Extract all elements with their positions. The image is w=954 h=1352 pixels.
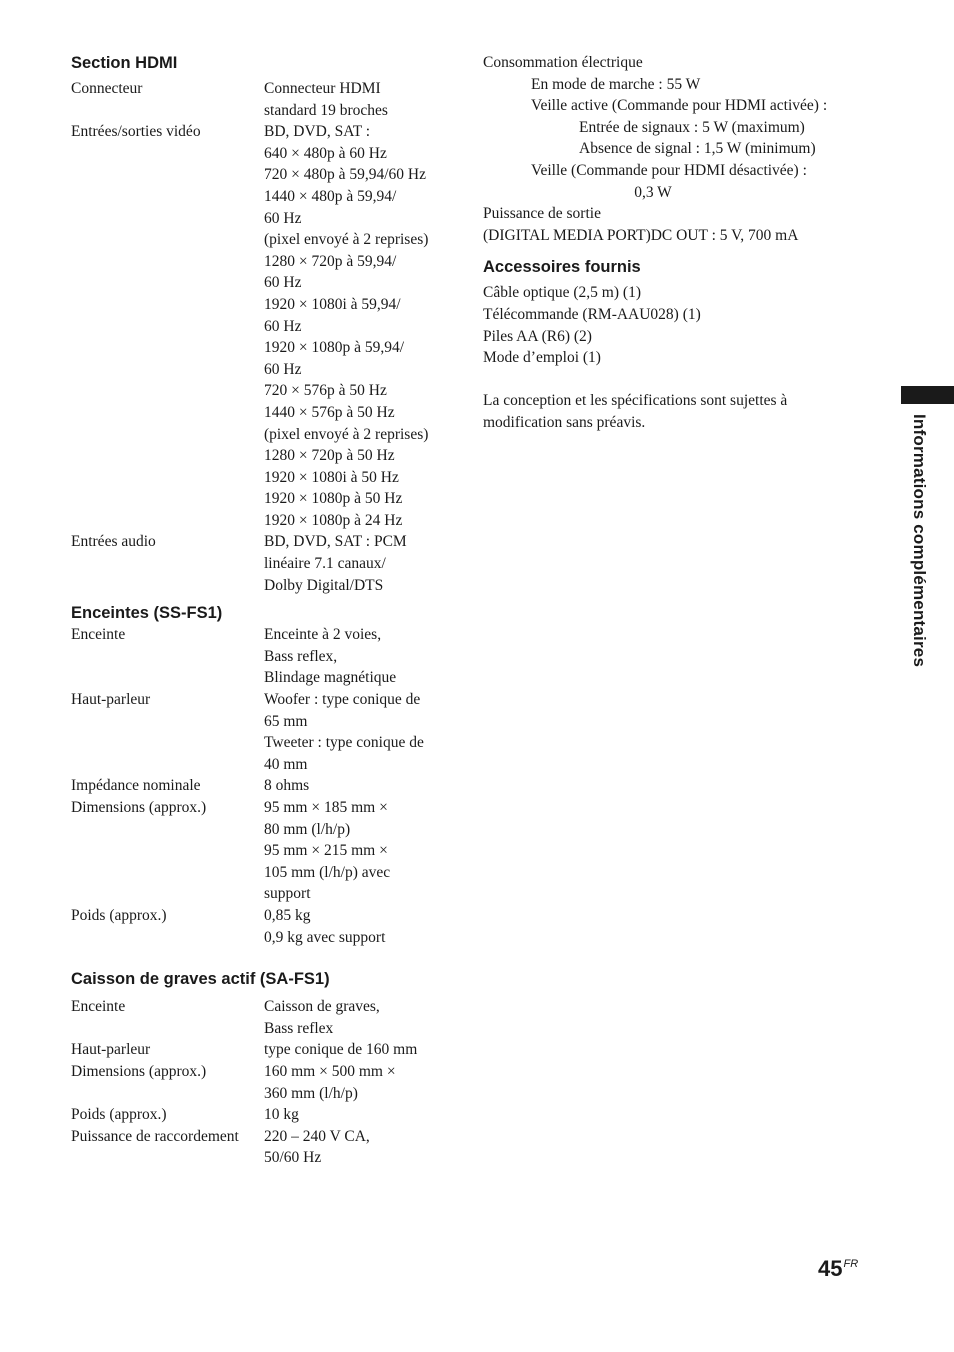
spec-value	[264, 1061, 461, 1104]
spec-value	[264, 797, 461, 905]
power-heading: Consommation électrique	[483, 54, 643, 71]
note-line: modification sans préavis.	[483, 413, 646, 431]
spec-value-line: 40 mm	[264, 755, 308, 773]
spec-value-line: 10 kg	[264, 1106, 299, 1124]
spec-table	[71, 78, 461, 596]
page-language-suffix: FR	[843, 1258, 859, 1270]
spec-value	[264, 531, 461, 596]
note	[483, 390, 883, 433]
spec-value-line: BD, DVD, SAT :	[264, 123, 371, 141]
power-standby: Veille (Commande pour HDMI désactivée) :	[531, 161, 807, 179]
spec-value-line: BD, DVD, SAT : PCM	[264, 533, 407, 551]
spec-value-line: type conique de 160 mm	[264, 1041, 418, 1059]
spec-value	[264, 624, 461, 689]
spec-value-line: 50/60 Hz	[264, 1149, 322, 1167]
spec-value-line: 60 Hz	[264, 360, 302, 378]
spec-value-line: 0,85 kg	[264, 906, 311, 924]
spec-table	[71, 624, 461, 948]
spec-value-line: 1920 × 1080p à 24 Hz	[264, 511, 403, 529]
spec-value-line: 95 mm × 215 mm ×	[264, 842, 388, 860]
spec-row	[71, 121, 461, 531]
side-tab-label: Informations complémentaires	[910, 414, 929, 668]
spec-value-line: Woofer : type conique de	[264, 691, 421, 709]
spec-row	[71, 996, 461, 1039]
spec-row	[71, 531, 461, 596]
spec-value-line: 1280 × 720p à 59,94/	[264, 252, 397, 270]
right-column	[483, 52, 883, 434]
list-item: Câble optique (2,5 m) (1)	[483, 284, 641, 302]
power-standby-active: Veille active (Commande pour HDMI activée) :	[531, 97, 828, 115]
left-column	[71, 52, 461, 1169]
spec-value-line: 1280 × 720p à 50 Hz	[264, 447, 395, 465]
spec-value-line: 60 Hz	[264, 274, 302, 292]
spec-value-line: Bass reflex	[264, 1019, 334, 1037]
spec-value	[264, 775, 461, 797]
list-item: Piles AA (R6) (2)	[483, 327, 592, 345]
spec-value-line: 720 × 480p à 59,94/60 Hz	[264, 166, 427, 184]
page-number	[818, 1256, 858, 1282]
section-title: Section HDMI	[71, 54, 178, 72]
spec-row	[71, 1104, 461, 1126]
spec-label: Connecteur	[71, 80, 143, 97]
side-tab-marker	[901, 386, 954, 404]
spec-row	[71, 78, 461, 121]
section-subwoofer	[71, 968, 461, 1169]
power-consumption	[483, 52, 883, 246]
section-title: Enceintes (SS-FS1)	[71, 604, 223, 623]
list-item: Mode d’emploi (1)	[483, 349, 601, 367]
section-speakers	[71, 602, 461, 948]
spec-value-line: 105 mm (l/h/p) avec	[264, 863, 391, 881]
spec-value-line: 1920 × 1080p à 50 Hz	[264, 490, 403, 508]
power-no-signal: Absence de signal : 1,5 W (minimum)	[579, 140, 816, 158]
spec-value	[264, 78, 461, 121]
spec-value-line: 0,9 kg avec support	[264, 928, 386, 946]
section-accessories	[483, 256, 883, 368]
spec-value-line: 80 mm (l/h/p)	[264, 820, 351, 838]
spec-table	[71, 996, 461, 1169]
spec-value	[264, 905, 461, 948]
section-hdmi	[71, 52, 461, 596]
spec-row	[71, 775, 461, 797]
spec-value	[264, 996, 461, 1039]
spec-row	[71, 797, 461, 905]
spec-label: Dimensions (approx.)	[71, 1062, 207, 1080]
page-number-value: 45	[818, 1256, 843, 1281]
spec-value-line: 1920 × 1080i à 50 Hz	[264, 468, 399, 486]
spec-value-line: 220 – 240 V CA,	[264, 1127, 370, 1145]
spec-value-line: 1440 × 576p à 50 Hz	[264, 403, 395, 421]
spec-value	[264, 1039, 461, 1061]
spec-value-line: Caisson de graves,	[264, 998, 380, 1016]
spec-row	[71, 1039, 461, 1061]
power-signal-in: Entrée de signaux : 5 W (maximum)	[579, 118, 805, 136]
spec-label: Enceinte	[71, 626, 126, 644]
spec-value-line: (pixel envoyé à 2 reprises)	[264, 231, 429, 249]
spec-row	[71, 1126, 461, 1169]
spec-value-line: 160 mm × 500 mm ×	[264, 1062, 396, 1080]
spec-value-line: Dolby Digital/DTS	[264, 576, 384, 594]
spec-value-line: 8 ohms	[264, 777, 310, 795]
spec-value-line: linéaire 7.1 canaux/	[264, 555, 386, 573]
spec-value-line: 60 Hz	[264, 209, 302, 227]
spec-label: Enceinte	[71, 998, 126, 1016]
spec-label: Entrées audio	[71, 533, 156, 551]
power-standby-value: 0,3 W	[634, 183, 672, 201]
spec-value-line: 720 × 576p à 50 Hz	[264, 382, 387, 400]
spec-value-line: (pixel envoyé à 2 reprises)	[264, 425, 429, 443]
spec-label: Dimensions (approx.)	[71, 799, 207, 816]
spec-value-line: Tweeter : type conique de	[264, 734, 424, 752]
list-item: Télécommande (RM-AAU028) (1)	[483, 305, 701, 323]
spec-value	[264, 121, 461, 531]
spec-value-line: 640 × 480p à 60 Hz	[264, 144, 387, 162]
spacer	[483, 369, 883, 391]
spec-row	[71, 689, 461, 775]
section-title: Accessoires fournis	[483, 258, 641, 277]
output-heading: Puissance de sortie	[483, 205, 601, 223]
spec-value-line: 60 Hz	[264, 317, 302, 335]
spec-value-line: 65 mm	[264, 712, 308, 730]
note-line: La conception et les spécifications sont sujettes à	[483, 392, 788, 410]
spec-value-line: Bass reflex,	[264, 647, 338, 665]
spec-label: Poids (approx.)	[71, 906, 167, 924]
power-on-mode: En mode de marche : 55 W	[531, 75, 701, 93]
spec-value-line: Blindage magnétique	[264, 669, 397, 687]
spec-label: Haut-parleur	[71, 691, 151, 709]
spec-value-line: Enceinte à 2 voies,	[264, 626, 382, 644]
spec-label: Poids (approx.)	[71, 1106, 167, 1124]
spec-label: Entrées/sorties vidéo	[71, 123, 201, 141]
spec-label: Haut-parleur	[71, 1041, 151, 1059]
spec-row	[71, 1061, 461, 1104]
spec-value	[264, 689, 461, 775]
spec-value-line: support	[264, 885, 311, 903]
spec-value-line: 360 mm (l/h/p)	[264, 1084, 358, 1102]
spec-value-line: Connecteur HDMI	[264, 80, 381, 97]
output-value: (DIGITAL MEDIA PORT)DC OUT : 5 V, 700 mA	[483, 226, 799, 244]
section-title: Caisson de graves actif (SA-FS1)	[71, 970, 330, 989]
spec-row	[71, 905, 461, 948]
spec-value	[264, 1126, 461, 1169]
spec-label: Puissance de raccordement	[71, 1127, 239, 1145]
spec-row	[71, 624, 461, 689]
spec-value-line: 1920 × 1080i à 59,94/	[264, 295, 401, 313]
spec-value-line: standard 19 broches	[264, 101, 388, 119]
spec-value	[264, 1104, 461, 1126]
spec-value-line: 1920 × 1080p à 59,94/	[264, 339, 405, 357]
spec-value-line: 1440 × 480p à 59,94/	[264, 187, 397, 205]
spec-label: Impédance nominale	[71, 777, 201, 795]
spec-value-line: 95 mm × 185 mm ×	[264, 799, 388, 816]
